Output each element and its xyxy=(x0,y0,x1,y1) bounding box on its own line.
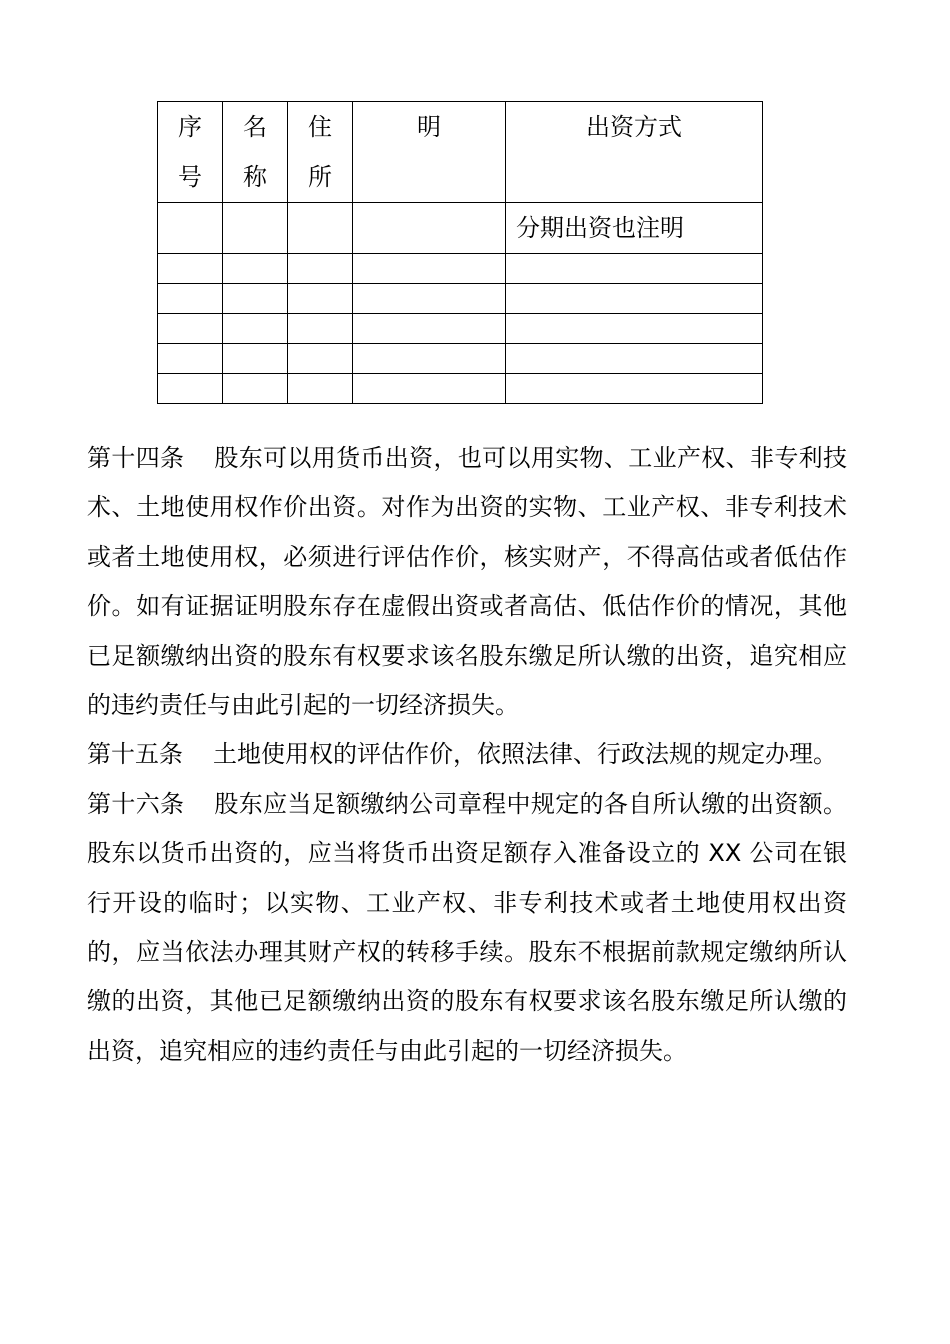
article-text: 股东应当足额缴纳公司章程中规定的各自所认缴的出资额。股东以货币出资的，应当将货币出资足额存入准备设立的 XX 公司在银行开设的临时；以实物、工业产权、非专利技术或者土地使用权出资的，应当依法办理其财产权的转移手续。股东不根据前款规定缴纳所认缴的出资，其他已足额缴纳出资的股东有权要求该名股东缴足所认缴的出资，追究相应的违约责任与由此引起的一切经济损失。 xyxy=(87,789,848,1065)
table-cell xyxy=(158,254,223,284)
table-cell xyxy=(288,314,353,344)
table-cell xyxy=(288,374,353,404)
table-cell xyxy=(353,374,506,404)
shareholder-table xyxy=(157,101,763,404)
table-row xyxy=(158,284,763,314)
articles-body xyxy=(87,434,847,1076)
installment-note-cell: 分期出资也注明 xyxy=(506,203,763,254)
table-cell xyxy=(506,344,763,374)
table-cell xyxy=(353,203,506,254)
header-address: 住 所 xyxy=(288,102,353,203)
table-cell xyxy=(223,374,288,404)
table-cell xyxy=(223,203,288,254)
table-cell xyxy=(353,314,506,344)
table-cell xyxy=(506,374,763,404)
header-description: 明 xyxy=(353,102,506,203)
table-cell xyxy=(288,284,353,314)
table-cell xyxy=(223,344,288,374)
header-name: 名 称 xyxy=(223,102,288,203)
table-header-row xyxy=(158,102,763,203)
article-15 xyxy=(87,730,847,779)
article-16 xyxy=(87,780,847,1076)
table-cell xyxy=(288,344,353,374)
article-text: 股东可以用货币出资，也可以用实物、工业产权、非专利技术、土地使用权作价出资。对作为出资的实物、工业产权、非专利技术或者土地使用权，必须进行评估作价，核实财产，不得高估或者低估作价。如有证据证明股东存在虚假出资或者高估、低估作价的情况，其他已足额缴纳出资的股东有权要求该名股东缴足所认缴的出资，追究相应的违约责任与由此引起的一切经济损失。 xyxy=(87,444,848,720)
table-cell xyxy=(223,254,288,284)
table-row xyxy=(158,344,763,374)
article-number: 第十六条 xyxy=(87,789,185,818)
header-contribution-method: 出资方式 xyxy=(506,102,763,203)
article-14 xyxy=(87,434,847,730)
table-cell xyxy=(158,344,223,374)
table-cell xyxy=(223,314,288,344)
article-number: 第十四条 xyxy=(87,444,185,472)
table-cell xyxy=(158,284,223,314)
article-number: 第十五条 xyxy=(87,740,183,769)
header-serial-number: 序 号 xyxy=(158,102,223,203)
table-cell xyxy=(506,254,763,284)
table-row xyxy=(158,203,763,254)
table-cell xyxy=(506,314,763,344)
table-cell xyxy=(158,314,223,344)
table-cell xyxy=(506,284,763,314)
table-row xyxy=(158,374,763,404)
table-row xyxy=(158,254,763,284)
table-cell xyxy=(223,284,288,314)
table-cell xyxy=(288,254,353,284)
table-cell xyxy=(353,344,506,374)
table-cell xyxy=(288,203,353,254)
table-cell xyxy=(353,254,506,284)
article-text: 土地使用权的评估作价，依照法律、行政法规的规定办理。 xyxy=(213,740,837,769)
table-cell xyxy=(158,374,223,404)
table-cell xyxy=(353,284,506,314)
table-row xyxy=(158,314,763,344)
table-cell xyxy=(158,203,223,254)
